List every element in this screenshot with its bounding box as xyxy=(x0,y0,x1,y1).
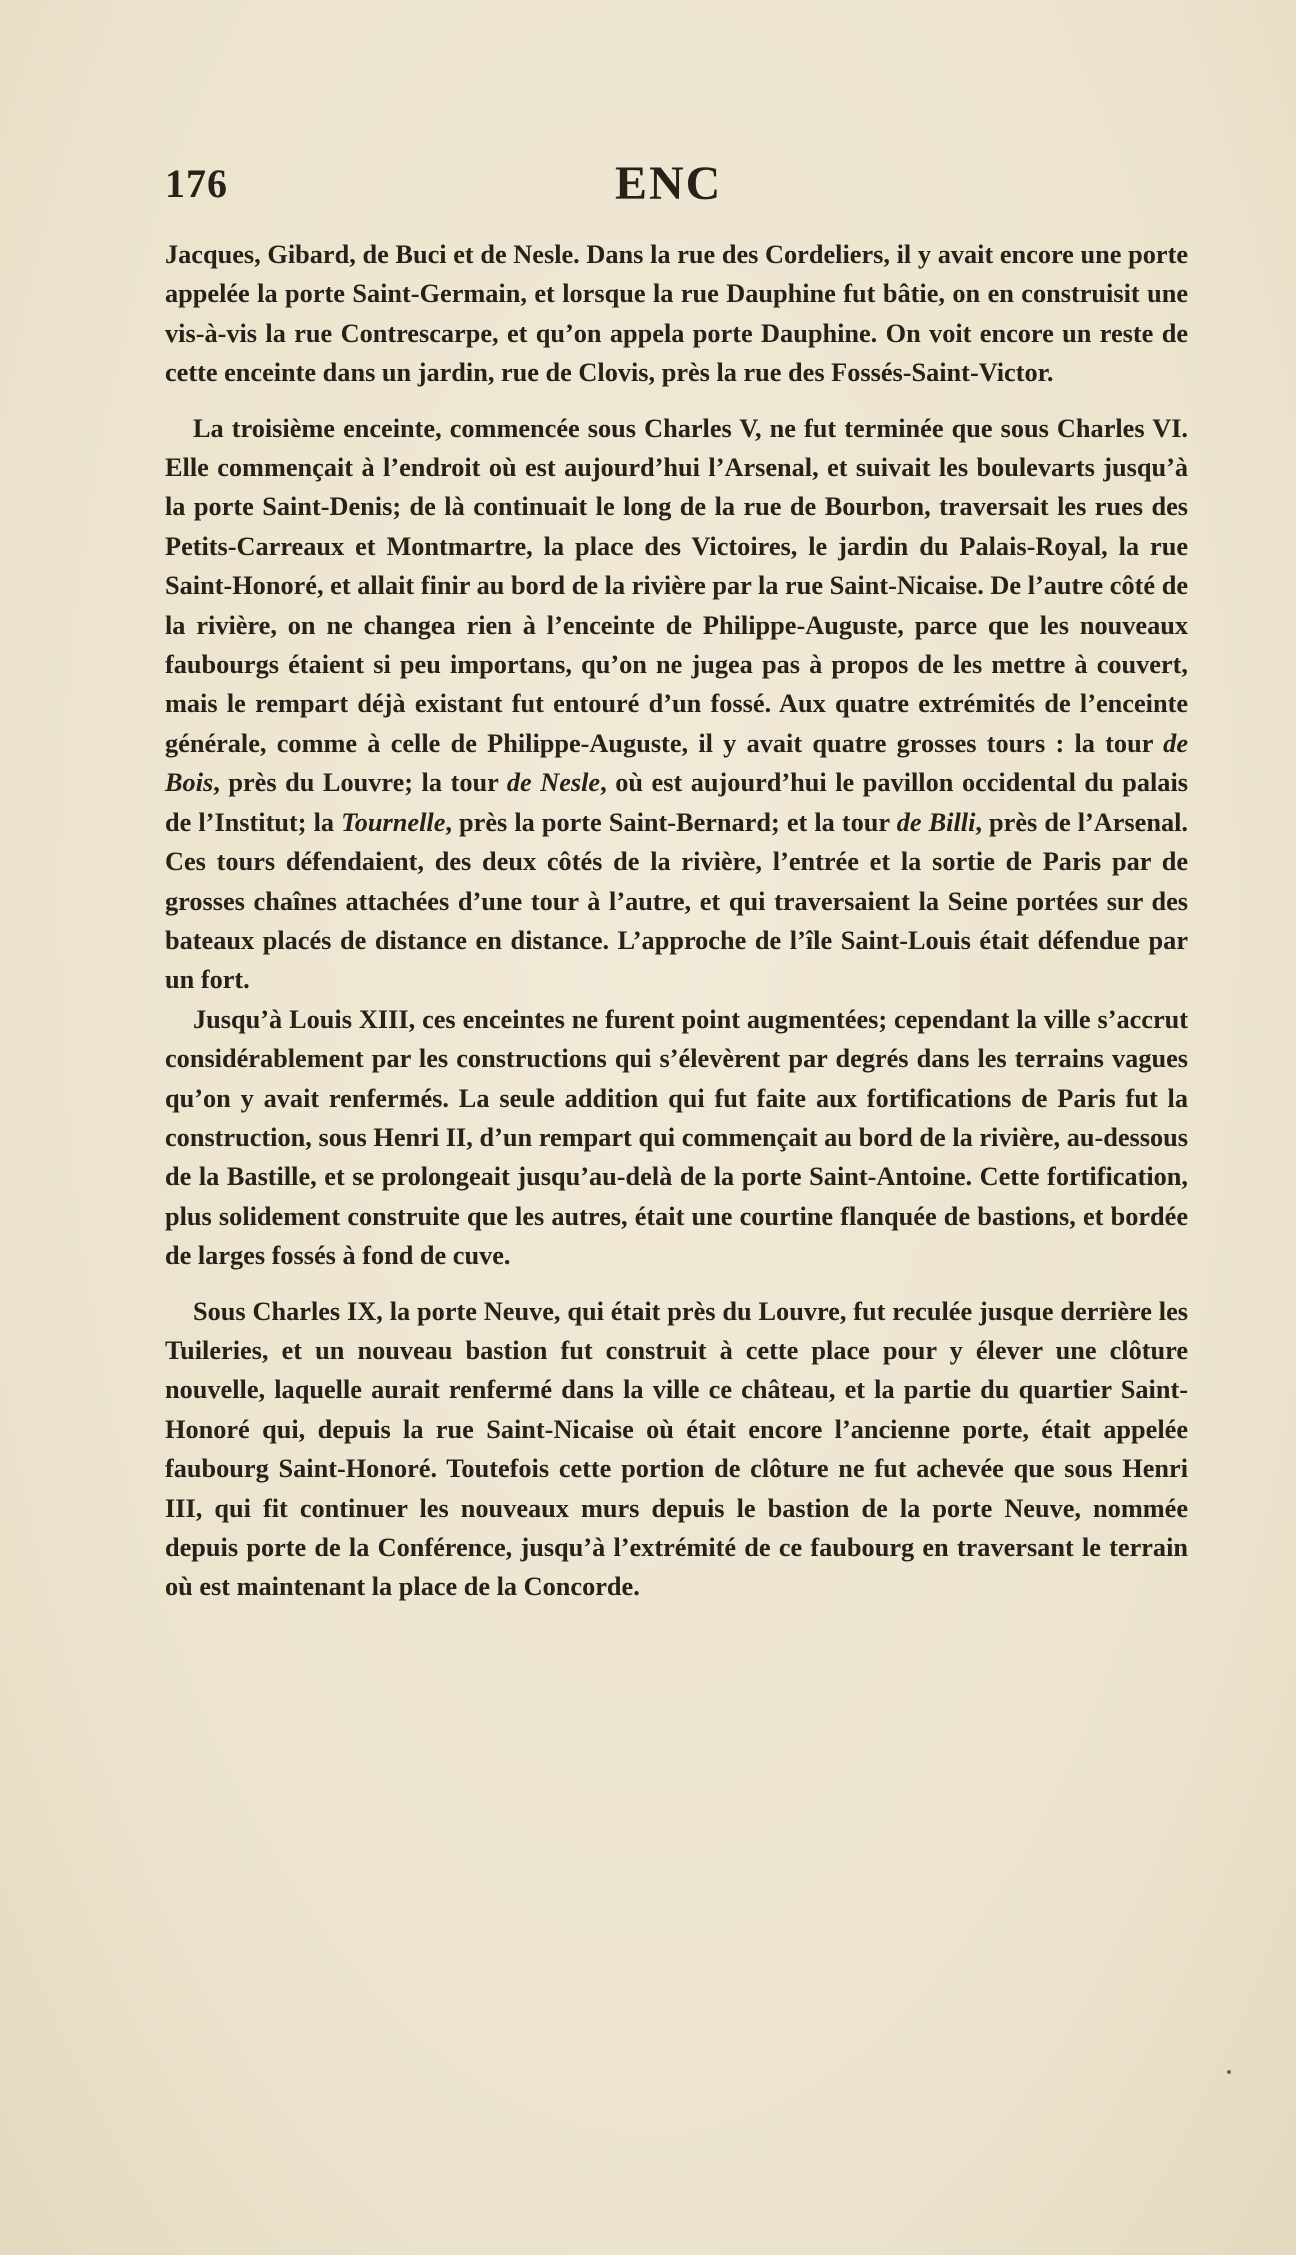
paragraph-4 xyxy=(165,1292,1188,1607)
paragraph-text: , où est aujourd’hui le pavillon occidental du palais de l’Institut; la xyxy=(165,768,1188,837)
italic-term: de Billi xyxy=(896,807,976,837)
page-header xyxy=(165,157,1195,220)
paragraph-3 xyxy=(165,1000,1188,1276)
paragraph-text: Jacques, Gibard, de Buci et de Nesle. Dans la rue des Cordeliers, il y avait encore une porte appelée la porte Saint-Germain, et lorsque la rue Dauphine fut bâtie, on en construisit une vis-à-vis la rue Contrescarpe, et qu’on appela porte Dauphine. On voit encore un reste de cette enceinte dans un jardin, rue de Clovis, près la rue des Fossés-Saint-Victor. xyxy=(165,240,1188,388)
paragraph-text: La troisième enceinte, commencée sous Charles V, ne fut terminée que sous Charles VI. Elle commençait à l’endroit où est aujourd’hui l’Arsenal, et suivait les boulevarts jusqu’à la porte Saint-Denis; de là continuait le long de la rue de Bourbon, traversait les rues des Petits-Carreaux et Montmartre, la place des Victoires, le jardin du Palais-Royal, la rue Saint-Honoré, et allait finir au bord de la rivière par la rue Saint-Nicaise. De l’autre côté de la rivière, on ne changea rien à l’enceinte de Philippe-Auguste, parce que les nouveaux faubourgs étaient si peu importans, qu’on ne jugea pas à propos de les mettre à couvert, mais le rempart déjà existant fut entouré d’un fossé. Aux quatre extrémités de l’enceinte générale, comme à celle de Philippe-Auguste, il y avait quatre grosses tours : la tour xyxy=(165,413,1188,758)
page-number: 176 xyxy=(165,161,228,206)
italic-term: Tournelle xyxy=(341,807,446,837)
italic-term: de Bois xyxy=(165,728,1188,798)
paragraph-text: , près de l’Arsenal. Ces tours défendaient, des deux côtés de la rivière, l’entrée et la sortie de Paris par de grosses chaînes attachées d’une tour à l’autre, et qui traversaient la Seine portées sur des bateaux placés de distance en distance. L’approche de l’île Saint-Louis était défendue par un fort. xyxy=(165,807,1188,995)
italic-term: de Nesle xyxy=(506,768,601,798)
running-head: ENC xyxy=(615,157,723,210)
paragraph-text: Sous Charles IX, la porte Neuve, qui était près du Louvre, fut reculée jusque derrière les Tuileries, et un nouveau bastion fut construit à cette place pour y élever une clôture nouvelle, laquelle aurait renfermé dans la ville ce château, et la partie du quartier Saint-Honoré qui, depuis la rue Saint-Nicaise où était encore l’ancienne porte, était appelée faubourg Saint-Honoré. Toutefois cette portion de clôture ne fut achevée que sous Henri III, qui fit continuer les nouveaux murs depuis le bastion de la porte Neuve, nommée depuis porte de la Conférence, jusqu’à l’extrémité de ce faubourg en traversant le terrain où est maintenant la place de la Concorde. xyxy=(165,1296,1188,1602)
paragraph-2 xyxy=(165,409,1188,1000)
paragraph-text: , près du Louvre; la tour xyxy=(213,768,507,798)
paragraph-text: , près la porte Saint-Bernard; et la tour xyxy=(445,807,897,837)
paragraph-text: Jusqu’à Louis XIII, ces enceintes ne furent point augmentées; cependant la ville s’accrut considérablement par les constructions qui s’élevèrent par degrés dans les terrains vagues qu’on y avait renfermés. La seule addition qui fut faite aux fortifications de Paris fut la construction, sous Henri II, d’un rempart qui commençait au bord de la rivière, au-dessous de la Bastille, et se prolongeait jusqu’au-delà de la porte Saint-Antoine. Cette fortification, plus solidement construite que les autres, était une courtine flanquée de bastions, et bordée de larges fossés à fond de cuve. xyxy=(165,1004,1188,1271)
body-text xyxy=(165,235,1188,1607)
paper-speck xyxy=(1227,2070,1231,2074)
paragraph-1 xyxy=(165,235,1188,393)
